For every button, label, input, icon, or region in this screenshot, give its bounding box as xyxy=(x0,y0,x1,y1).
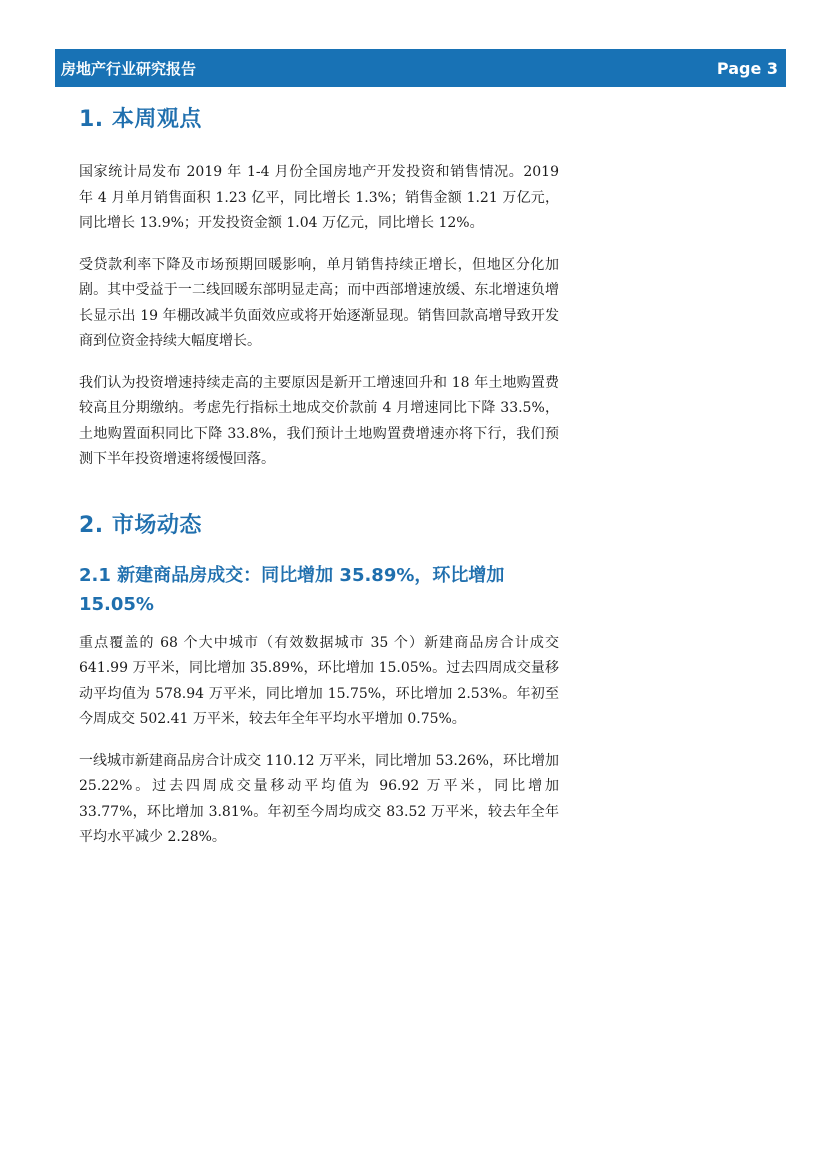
report-title: 房地产行业研究报告 xyxy=(61,59,197,78)
paragraph-sales-trend: 受贷款利率下降及市场预期回暖影响，单月销售持续正增长，但地区分化加剧。其中受益于一二线回暖东部明显走高；而中西部增速放缓、东北增速负增长显示出 19 年棚改减半负面效应或将开始逐渐显现。销售回款高增导致开发商到位资金持续大幅度增长。 xyxy=(79,256,559,349)
paragraph-stats-release: 国家统计局发布 2019 年 1-4 月份全国房地产开发投资和销售情况。2019 年 4 月单月销售面积 1.23 亿平，同比增长 1.3%；销售金额 1.21 万亿元，同比增长 13.9%；开发投资金额 1.04 万亿元，同比增长 12%。 xyxy=(79,164,559,231)
section-heading-market-dynamics: 2. 市场动态 xyxy=(79,512,202,538)
page-content xyxy=(79,90,559,851)
subsection-heading-new-housing: 2.1 新建商品房成交：同比增加 35.89%，环比增加 15.05% xyxy=(79,564,505,615)
paragraph-investment-outlook: 我们认为投资增速持续走高的主要原因是新开工增速回升和 18 年土地购置费较高且分期缴纳。考虑先行指标土地成交价款前 4 月增速同比下降 33.5%，土地购置面积同比下降 33.8%，我们预计土地购置费增速亦将下行，我们预测下半年投资增速将缓慢回落。 xyxy=(79,374,559,467)
paragraph-key-cities: 重点覆盖的 68 个大中城市（有效数据城市 35 个）新建商品房合计成交 641.99 万平米，同比增加 35.89%，环比增加 15.05%。过去四周成交量移动平均值为 578.94 万平米，同比增加 15.75%，环比增加 2.53%。年初至今周成交 502.41 万平米，较去年全年平均水平增加 0.75%。 xyxy=(79,634,559,727)
page-number: Page 3 xyxy=(716,58,778,78)
section-heading-weekly-view: 1. 本周观点 xyxy=(79,107,202,132)
report-header-bar xyxy=(55,49,786,87)
paragraph-tier1-cities: 一线城市新建商品房合计成交 110.12 万平米，同比增加 53.26%，环比增加 25.22%。过去四周成交量移动平均值为 96.92 万平米，同比增加 33.77%，环比增加 3.81%。年初至今周均成交 83.52 万平米，较去年全年平均水平减少 2.28%。 xyxy=(79,752,559,845)
